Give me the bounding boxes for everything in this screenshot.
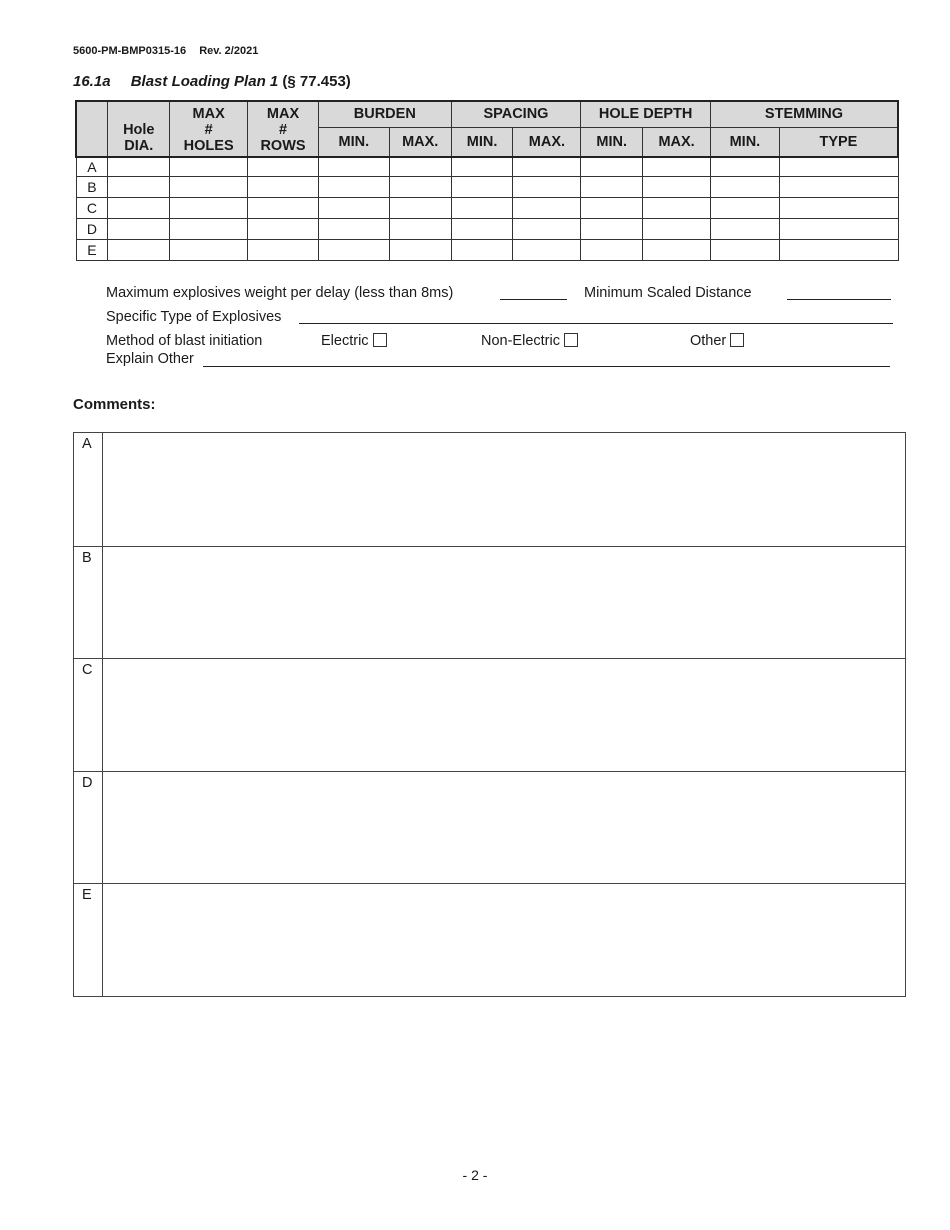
max-holes-cell[interactable] xyxy=(170,239,248,260)
max-holes-cell[interactable] xyxy=(170,176,248,197)
stemming-min-cell[interactable] xyxy=(711,218,780,239)
burden-max-cell[interactable] xyxy=(389,239,451,260)
row-label: C xyxy=(76,197,108,218)
spacing-max-cell[interactable] xyxy=(513,176,581,197)
spacing-min-cell[interactable] xyxy=(451,197,513,218)
hole-depth-header: HOLE DEPTH xyxy=(581,101,711,127)
hole-dia-cell[interactable] xyxy=(108,239,170,260)
form-number: 5600-PM-BMP0315-16 xyxy=(73,45,187,57)
burden-min-cell[interactable] xyxy=(318,218,389,239)
min-scaled-distance-field[interactable] xyxy=(787,299,891,300)
table-row xyxy=(76,239,898,260)
non-electric-option[interactable] xyxy=(481,333,578,349)
other-option[interactable] xyxy=(690,333,744,349)
burden-max-cell[interactable] xyxy=(389,218,451,239)
comment-field[interactable] xyxy=(103,772,905,884)
hole-depth-min-cell[interactable] xyxy=(581,197,643,218)
spacing-min-header: MIN. xyxy=(451,127,513,157)
explain-other-field[interactable] xyxy=(203,366,890,367)
table-row xyxy=(76,197,898,218)
hole-depth-max-cell[interactable] xyxy=(643,218,711,239)
section-name: Blast Loading Plan 1 xyxy=(130,73,279,90)
hole-depth-min-header: MIN. xyxy=(581,127,643,157)
non-electric-label: Non-Electric xyxy=(481,333,560,349)
comments-table xyxy=(73,432,906,997)
stemming-type-header: TYPE xyxy=(779,127,898,157)
stemming-min-cell[interactable] xyxy=(711,239,780,260)
spacing-max-cell[interactable] xyxy=(513,239,581,260)
stemming-type-cell[interactable] xyxy=(779,197,898,218)
stemming-type-cell[interactable] xyxy=(779,176,898,197)
form-revision: Rev. 2/2021 xyxy=(199,45,259,57)
comment-row xyxy=(74,658,905,771)
explain-other-label: Explain Other xyxy=(106,351,194,367)
col-max-holes-header: MAX # HOLES xyxy=(170,101,248,157)
hole-depth-max-cell[interactable] xyxy=(643,197,711,218)
spacing-min-cell[interactable] xyxy=(451,239,513,260)
row-label: B xyxy=(76,176,108,197)
comment-row-label: E xyxy=(74,884,103,996)
table-row xyxy=(76,218,898,239)
stemming-type-cell[interactable] xyxy=(779,218,898,239)
comment-row-label: C xyxy=(74,659,103,771)
spacing-min-cell[interactable] xyxy=(451,218,513,239)
stemming-header: STEMMING xyxy=(711,101,899,127)
max-rows-cell[interactable] xyxy=(248,176,319,197)
comment-row xyxy=(74,883,905,996)
explosive-type-field[interactable] xyxy=(299,323,893,324)
row-label: E xyxy=(76,239,108,260)
table-row xyxy=(76,157,898,176)
spacing-min-cell[interactable] xyxy=(451,157,513,176)
stemming-min-header: MIN. xyxy=(711,127,780,157)
comment-field[interactable] xyxy=(103,659,905,771)
row-label: A xyxy=(76,157,108,176)
comment-row-label: A xyxy=(74,433,103,546)
max-holes-cell[interactable] xyxy=(170,197,248,218)
section-number: 16.1a xyxy=(73,73,111,90)
comment-row xyxy=(74,546,905,659)
spacing-max-cell[interactable] xyxy=(513,197,581,218)
spacing-max-header: MAX. xyxy=(513,127,581,157)
burden-min-cell[interactable] xyxy=(318,239,389,260)
hole-depth-max-cell[interactable] xyxy=(643,176,711,197)
hole-depth-max-header: MAX. xyxy=(643,127,711,157)
col-hole-dia-header: Hole DIA. xyxy=(108,101,170,157)
hole-depth-min-cell[interactable] xyxy=(581,218,643,239)
other-checkbox[interactable] xyxy=(730,333,744,347)
max-rows-cell[interactable] xyxy=(248,239,319,260)
form-identifier xyxy=(73,45,258,57)
comment-field[interactable] xyxy=(103,433,905,546)
max-weight-label: Maximum explosives weight per delay (less than 8ms) xyxy=(106,285,454,301)
max-holes-cell[interactable] xyxy=(170,218,248,239)
hole-dia-cell[interactable] xyxy=(108,157,170,176)
stemming-min-cell[interactable] xyxy=(711,176,780,197)
hole-depth-max-cell[interactable] xyxy=(643,157,711,176)
hole-dia-cell[interactable] xyxy=(108,197,170,218)
comment-row xyxy=(74,433,905,546)
spacing-min-cell[interactable] xyxy=(451,176,513,197)
row-label: D xyxy=(76,218,108,239)
hole-depth-min-cell[interactable] xyxy=(581,157,643,176)
burden-min-cell[interactable] xyxy=(318,157,389,176)
stemming-min-cell[interactable] xyxy=(711,157,780,176)
comment-row-label: D xyxy=(74,772,103,884)
blast-loading-table xyxy=(75,100,899,261)
electric-checkbox[interactable] xyxy=(373,333,387,347)
hole-depth-min-cell[interactable] xyxy=(581,176,643,197)
burden-min-header: MIN. xyxy=(318,127,389,157)
max-weight-field[interactable] xyxy=(500,299,567,300)
section-citation: (§ 77.453) xyxy=(282,73,351,90)
stemming-type-cell[interactable] xyxy=(779,239,898,260)
spacing-max-cell[interactable] xyxy=(513,218,581,239)
comments-label: Comments: xyxy=(73,396,156,413)
max-rows-cell[interactable] xyxy=(248,218,319,239)
hole-depth-min-cell[interactable] xyxy=(581,239,643,260)
hole-dia-cell[interactable] xyxy=(108,218,170,239)
burden-header: BURDEN xyxy=(318,101,451,127)
comment-row-label: B xyxy=(74,547,103,659)
stemming-type-cell[interactable] xyxy=(779,157,898,176)
page-number: - 2 - xyxy=(462,1167,488,1183)
section-title xyxy=(73,73,351,90)
comment-row xyxy=(74,771,905,884)
row-letter-header xyxy=(76,101,108,157)
col-max-rows-header: MAX # ROWS xyxy=(248,101,319,157)
spacing-max-cell[interactable] xyxy=(513,157,581,176)
burden-max-header: MAX. xyxy=(389,127,451,157)
comment-field[interactable] xyxy=(103,547,905,659)
min-scaled-distance-label: Minimum Scaled Distance xyxy=(584,285,752,301)
initiation-label: Method of blast initiation xyxy=(106,333,263,349)
other-label: Other xyxy=(690,333,727,349)
comment-field[interactable] xyxy=(103,884,905,996)
stemming-min-cell[interactable] xyxy=(711,197,780,218)
max-rows-cell[interactable] xyxy=(248,197,319,218)
electric-option[interactable] xyxy=(321,333,387,349)
hole-depth-max-cell[interactable] xyxy=(643,239,711,260)
max-holes-cell[interactable] xyxy=(170,157,248,176)
explosive-type-label: Specific Type of Explosives xyxy=(106,309,282,325)
spacing-header: SPACING xyxy=(451,101,581,127)
electric-label: Electric xyxy=(321,333,369,349)
hole-dia-cell[interactable] xyxy=(108,176,170,197)
max-rows-cell[interactable] xyxy=(248,157,319,176)
burden-max-cell[interactable] xyxy=(389,157,451,176)
table-row xyxy=(76,176,898,197)
non-electric-checkbox[interactable] xyxy=(564,333,578,347)
burden-min-cell[interactable] xyxy=(318,197,389,218)
burden-min-cell[interactable] xyxy=(318,176,389,197)
burden-max-cell[interactable] xyxy=(389,197,451,218)
burden-max-cell[interactable] xyxy=(389,176,451,197)
